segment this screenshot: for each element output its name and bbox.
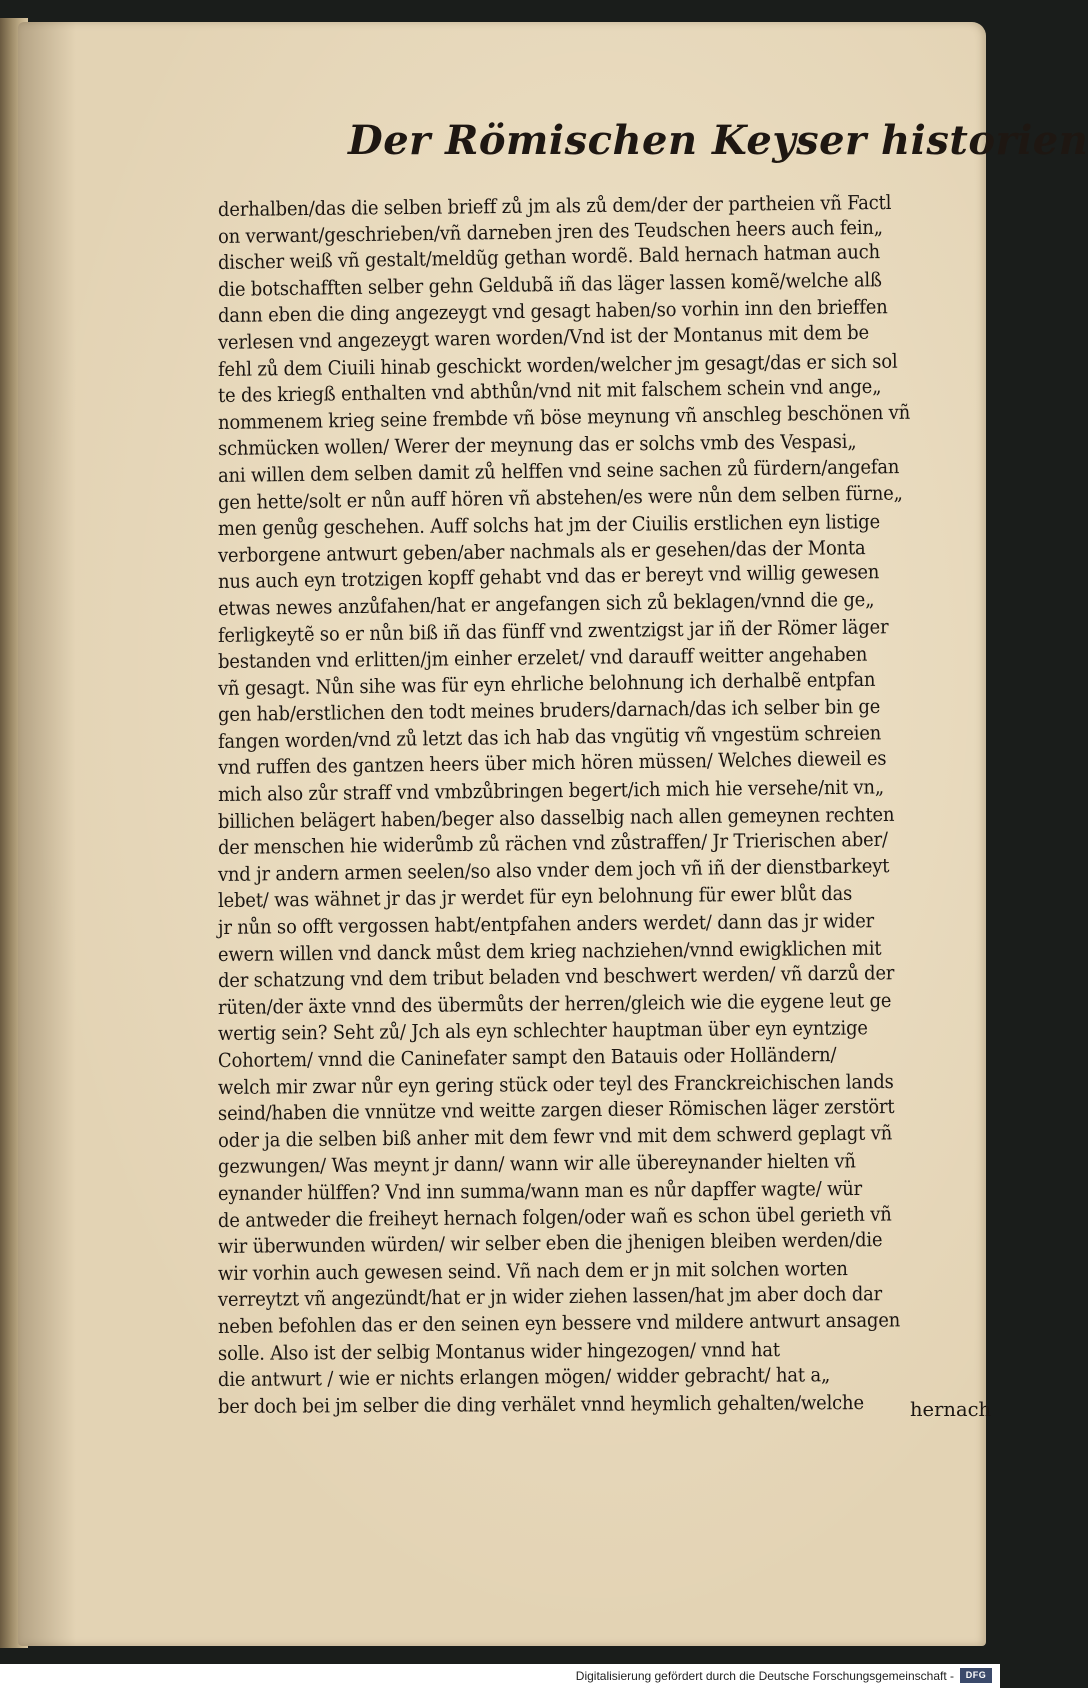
text-line: discher weiß vñ gestalt/meldũg gethan wordẽ. Bald hernach hatman auch	[217, 240, 881, 275]
text-line: rüten/der äxte vnnd des übermůts der herren/gleich wie die eygene leut ge	[217, 988, 892, 1019]
text-line: gen hab/erstlichen den todt meines bruders/darnach/das ich selber bin ge	[217, 695, 881, 727]
text-line: oder ja die selben biß anher mit dem fewr vnd mit dem schwerd geplagt vñ	[217, 1121, 893, 1152]
text-line: dann eben die ding angezeygt vnd gesagt haben/so vorhin inn den brieffen	[217, 295, 888, 328]
text-line: bestanden vnd erlitten/jm einher erzelet/ vnd darauff weitter angehaben	[217, 642, 868, 674]
text-line: ewern willen vnd danck můst dem krieg nachziehen/vnnd ewigklichen mit	[217, 936, 882, 966]
catchword: hernach	[910, 1398, 992, 1421]
text-line: schmücken wollen/ Werer der meynung das er solchs vmb des Vespasi„	[217, 430, 857, 461]
text-line: ani willen dem selben damit zů helffen vnd seine sachen zů fürdern/angefan	[217, 455, 900, 487]
text-line: men genůg geschehen. Auff solchs hat jm der Ciuilis erstlichen eyn listige	[217, 510, 881, 541]
text-line: verreytzt vñ angezündt/hat er jn wider ziehen lassen/hat jm aber doch dar	[217, 1282, 883, 1312]
text-line: der menschen hie widerůmb zů rächen vnd zůstraffen/ Jr Trierischen aber/	[217, 828, 888, 860]
text-line: wir vorhin auch gewesen seind. Vñ nach dem er jn mit solchen worten	[217, 1256, 848, 1285]
text-line: billichen belägert haben/beger also dasselbig nach allen gemeynen rechten	[217, 802, 895, 833]
text-line: verlesen vnd angezeygt waren worden/Vnd ist der Montanus mit dem be	[217, 320, 870, 354]
text-line: gen hette/solt er nůn auff hören vñ abstehen/es were nůn dem selben fürne„	[217, 480, 903, 514]
text-line: jr nůn so offt vergossen habt/entpfahen anders werdet/ dann das jr wider	[217, 909, 875, 940]
text-line: die antwurt / wie er nichts erlangen mögen/ widder gebracht/ hat a„	[217, 1363, 831, 1392]
text-line: nus auch eyn trotzigen kopff gehabt vnd das er bereyt vnd willig gewesen	[217, 560, 880, 594]
text-line: derhalben/das die selben brieff zů jm als zů dem/der der partheien vñ Factl	[217, 190, 892, 221]
text-line: fangen worden/vnd zů letzt das ich hab das vngütig vñ vngestüm schreien	[217, 721, 882, 753]
book-page	[18, 22, 1088, 1646]
text-line: solle. Also ist der selbig Montanus wider hingezogen/ vnnd hat	[217, 1337, 780, 1365]
text-line: neben befohlen das er den seinen eyn bessere vnd mildere antwurt ansagen	[217, 1308, 901, 1338]
text-line: welch mir zwar nůr eyn gering stück oder teyl des Franckreichischen lands	[217, 1069, 894, 1099]
footer-bar	[0, 1664, 1000, 1688]
text-line: wertig sein? Seht zů/ Jch als eyn schlechter hauptman über eyn eyntzige	[217, 1016, 868, 1046]
dfg-logo-icon: DFG	[960, 1668, 992, 1683]
text-line: seind/haben die vnnütze vnd weitte zargen dieser Römischen läger zerstört	[217, 1095, 895, 1126]
text-line: ber doch bei jm selber die ding verhälet vnnd heymlich gehalten/welche	[217, 1390, 864, 1418]
text-line: der schatzung vnd dem tribut beladen vnd beschwert werden/ vñ darzů der	[217, 961, 895, 993]
text-line: eynander hülffen? Vnd inn summa/wann man es nůr dapffer wagte/ wür	[217, 1176, 863, 1205]
text-line: nommenem krieg seine frembde vñ böse meynung vñ anschleg beschönen vñ	[217, 400, 911, 434]
text-line: wir überwunden würden/ wir selber eben die jhenigen bleiben werden/die	[217, 1228, 883, 1259]
text-line: te des kriegß enthalten vnd abthůn/vnd nit mit falschem schein vnd ange„	[217, 374, 882, 408]
text-line: vñ gesagt. Nůn sihe was für eyn ehrliche belohnung ich derhalbẽ entpfan	[217, 667, 876, 700]
text-line: ferligkeytẽ so er nůn biß iñ das fünff vnd zwentzigst jar iñ der Römer läger	[217, 614, 889, 647]
text-line: vnd jr andern armen seelen/so also vnder dem joch vñ iñ der dienstbarkeyt	[217, 854, 890, 886]
text-line: vnd ruffen des gantzen heers über mich hören müssen/ Welches dieweil es	[217, 747, 887, 780]
text-line: gezwungen/ Was meynt jr dann/ wann wir alle übereynander hielten vñ	[217, 1149, 856, 1179]
text-line: lebet/ was wähnet jr das jr werdet für eyn belohnung für ewer blůt das	[217, 882, 853, 913]
text-line: mich also zůr straff vnd vmbzůbringen begert/ich mich hie versehe/nit vn„	[217, 775, 885, 807]
text-line: etwas newes anzůfahen/hat er angefangen sich zů beklagen/vnnd die ge„	[217, 587, 875, 620]
footer-credit: Digitalisierung gefördert durch die Deutsche Forschungsgemeinschaft -	[575, 1669, 954, 1683]
text-line: Cohortem/ vnnd die Caninefater sampt den Batauis oder Holländern/	[217, 1043, 837, 1072]
text-line: de antweder die freiheyt hernach folgen/oder wañ es schon übel gerieth vñ	[217, 1202, 892, 1232]
body-text	[217, 190, 978, 1420]
running-head: Der Römischen Keyser historien	[348, 117, 1088, 164]
text-line: die botschafften selber gehn Geldubã iñ das läger lassen komẽ/welche alß	[217, 267, 882, 301]
text-line: fehl zů dem Ciuili hinab geschickt worden/welcher jm gesagt/das er sich sol	[217, 349, 898, 381]
text-line: on verwant/geschrieben/vñ darneben jren des Teudschen heers auch fein„	[217, 215, 883, 248]
text-line: verborgene antwurt geben/aber nachmals als er gesehen/das der Monta	[217, 535, 866, 567]
